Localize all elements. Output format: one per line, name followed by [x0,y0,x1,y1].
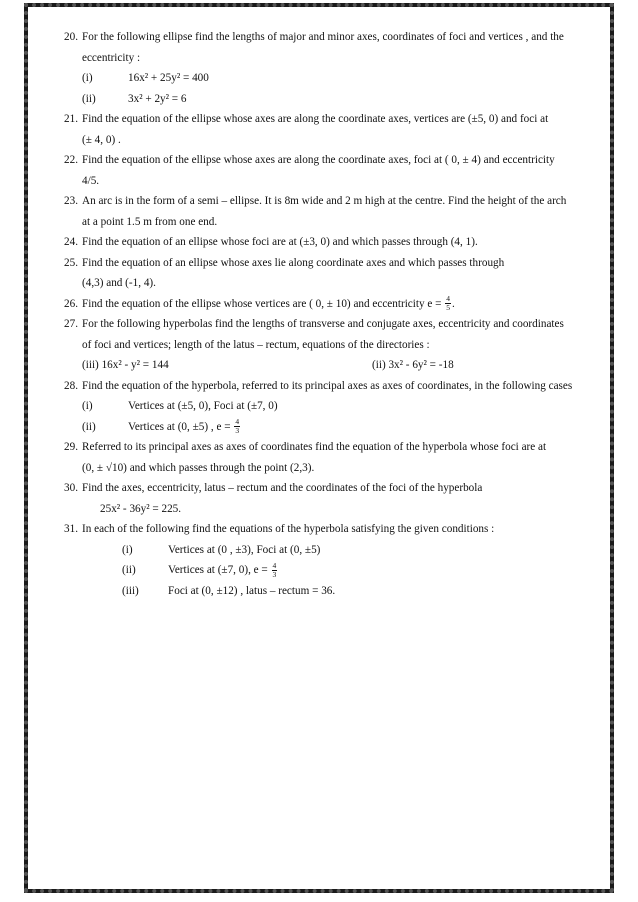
question-text-line: For the following ellipse find the lengths of major and minor axes, coordinates of foci and vertices , and the [82,31,564,43]
question-number: 26. [64,297,78,310]
question-number: 30. [64,482,78,494]
fraction-numerator: 4 [235,417,240,427]
fraction-denominator: 3 [235,426,240,436]
fraction [234,418,240,435]
sub-label: (i) [82,400,93,412]
question-item [44,150,610,191]
sub-question-pair [82,355,610,376]
question-text-line: 25x² - 36y² = 225. [100,502,182,515]
sub-text: Vertices at (0, ±5) , e = [128,420,231,433]
question-text-line: Find the equation of the ellipse whose vertices are ( 0, ± 10) and eccentricity e = $\frac{4}{5}$ . [82,294,455,313]
question-number: 23. [64,195,78,207]
sub-label: (iii) [122,584,139,597]
sub-text-right: (ii) 3x² - 6y² = -18 [372,359,454,371]
sub-label: (ii) [82,92,96,105]
sub-text: 16x² + 25y² = 400 [128,72,209,84]
sub-question [82,581,610,602]
question-text-line: (0, ± √10) and which passes through the point (2,3). [82,461,315,474]
sub-question [82,560,610,581]
question-text-line: at a point 1.5 m from one end. [82,215,218,228]
question-item [44,232,610,253]
question-text-line: 4/5. [82,174,100,187]
sub-label: (ii) [82,420,96,433]
question-text-line: Find the equation of an ellipse whose foci are at (±3, 0) and which passes through (4, 1). [82,236,478,248]
question-text-line: Find the equation of an ellipse whose axes lie along coordinate axes and which passes through [82,256,505,269]
question-text-line: eccentricity : [82,51,141,64]
fraction-numerator: 4 [446,294,450,304]
question-number: 22. [64,154,78,166]
sub-label: (i) [82,72,93,84]
sub-question [82,89,610,110]
question-item [44,294,610,315]
question-item [44,253,610,294]
question-item [44,437,610,478]
question-number: 24. [64,236,78,248]
question-item [44,191,610,232]
question-list [44,27,610,601]
sub-label: (ii) [122,564,136,576]
question-number: 27. [64,318,78,330]
sub-text: Foci at (0, ±12) , latus – rectum = 36. [168,584,336,597]
fraction-numerator: 4 [272,560,277,570]
sub-question [82,417,610,438]
sub-question [82,396,610,417]
fraction [445,295,451,312]
sub-text-left: (iii) 16x² - y² = 144 [82,359,169,371]
question-text-line: Find the equation of the ellipse whose axes are along the coordinate axes, foci at ( 0, ± 4) and eccentricity [82,154,555,166]
question-number: 20. [64,31,78,43]
sub-text: Vertices at (±5, 0), Foci at (±7, 0) [128,400,278,412]
question-item [44,27,610,109]
fraction [272,562,278,579]
question-text-line: (4,3) and (-1, 4). [82,277,156,289]
question-item [44,519,610,601]
question-text-line: Find the equation of the hyperbola, referred to its principal axes as axes of coordinates, in the following cases [82,379,573,392]
question-item [44,478,610,519]
question-text-line: Referred to its principal axes as axes of coordinates find the equation of the hyperbola whose foci are at [82,441,547,453]
question-text-line: For the following hyperbolas find the lengths of transverse and conjugate axes, eccentricity and coordinates [82,318,564,330]
question-text-end: . [452,297,455,310]
sub-label: (i) [122,543,133,556]
question-item [44,314,610,376]
sub-question [82,540,610,561]
question-text-line: Find the axes, eccentricity, latus – rectum and the coordinates of the foci of the hyperbola [82,482,483,494]
fraction-denominator: 5 [446,303,450,313]
sub-text: 3x² + 2y² = 6 [128,92,187,105]
question-number: 25. [64,256,78,269]
question-text-line: In each of the following find the equations of the hyperbola satisfying the given conditions : [82,523,495,535]
question-number: 31. [64,523,78,535]
question-number: 29. [64,441,78,453]
question-text-line: Find the equation of the ellipse whose axes are along the coordinate axes, vertices are (±5, 0) and foci at [82,113,549,125]
question-item [44,376,610,438]
question-text-line: (± 4, 0) . [82,133,121,146]
question-number: 21. [64,113,78,125]
question-number: 28. [64,379,78,392]
question-text-line: of foci and vertices; length of the latus – rectum, equations of the directories : [82,338,430,351]
sub-question [82,68,610,89]
fraction-denominator: 3 [272,569,277,579]
sub-text: Vertices at (0 , ±3), Foci at (0, ±5) [168,543,321,556]
question-item [44,109,610,150]
question-text-line: An arc is in the form of a semi – ellipse. It is 8m wide and 2 m high at the centre. Find the height of the arch [82,195,567,207]
sub-text: Vertices at (±7, 0), e = [168,564,268,576]
